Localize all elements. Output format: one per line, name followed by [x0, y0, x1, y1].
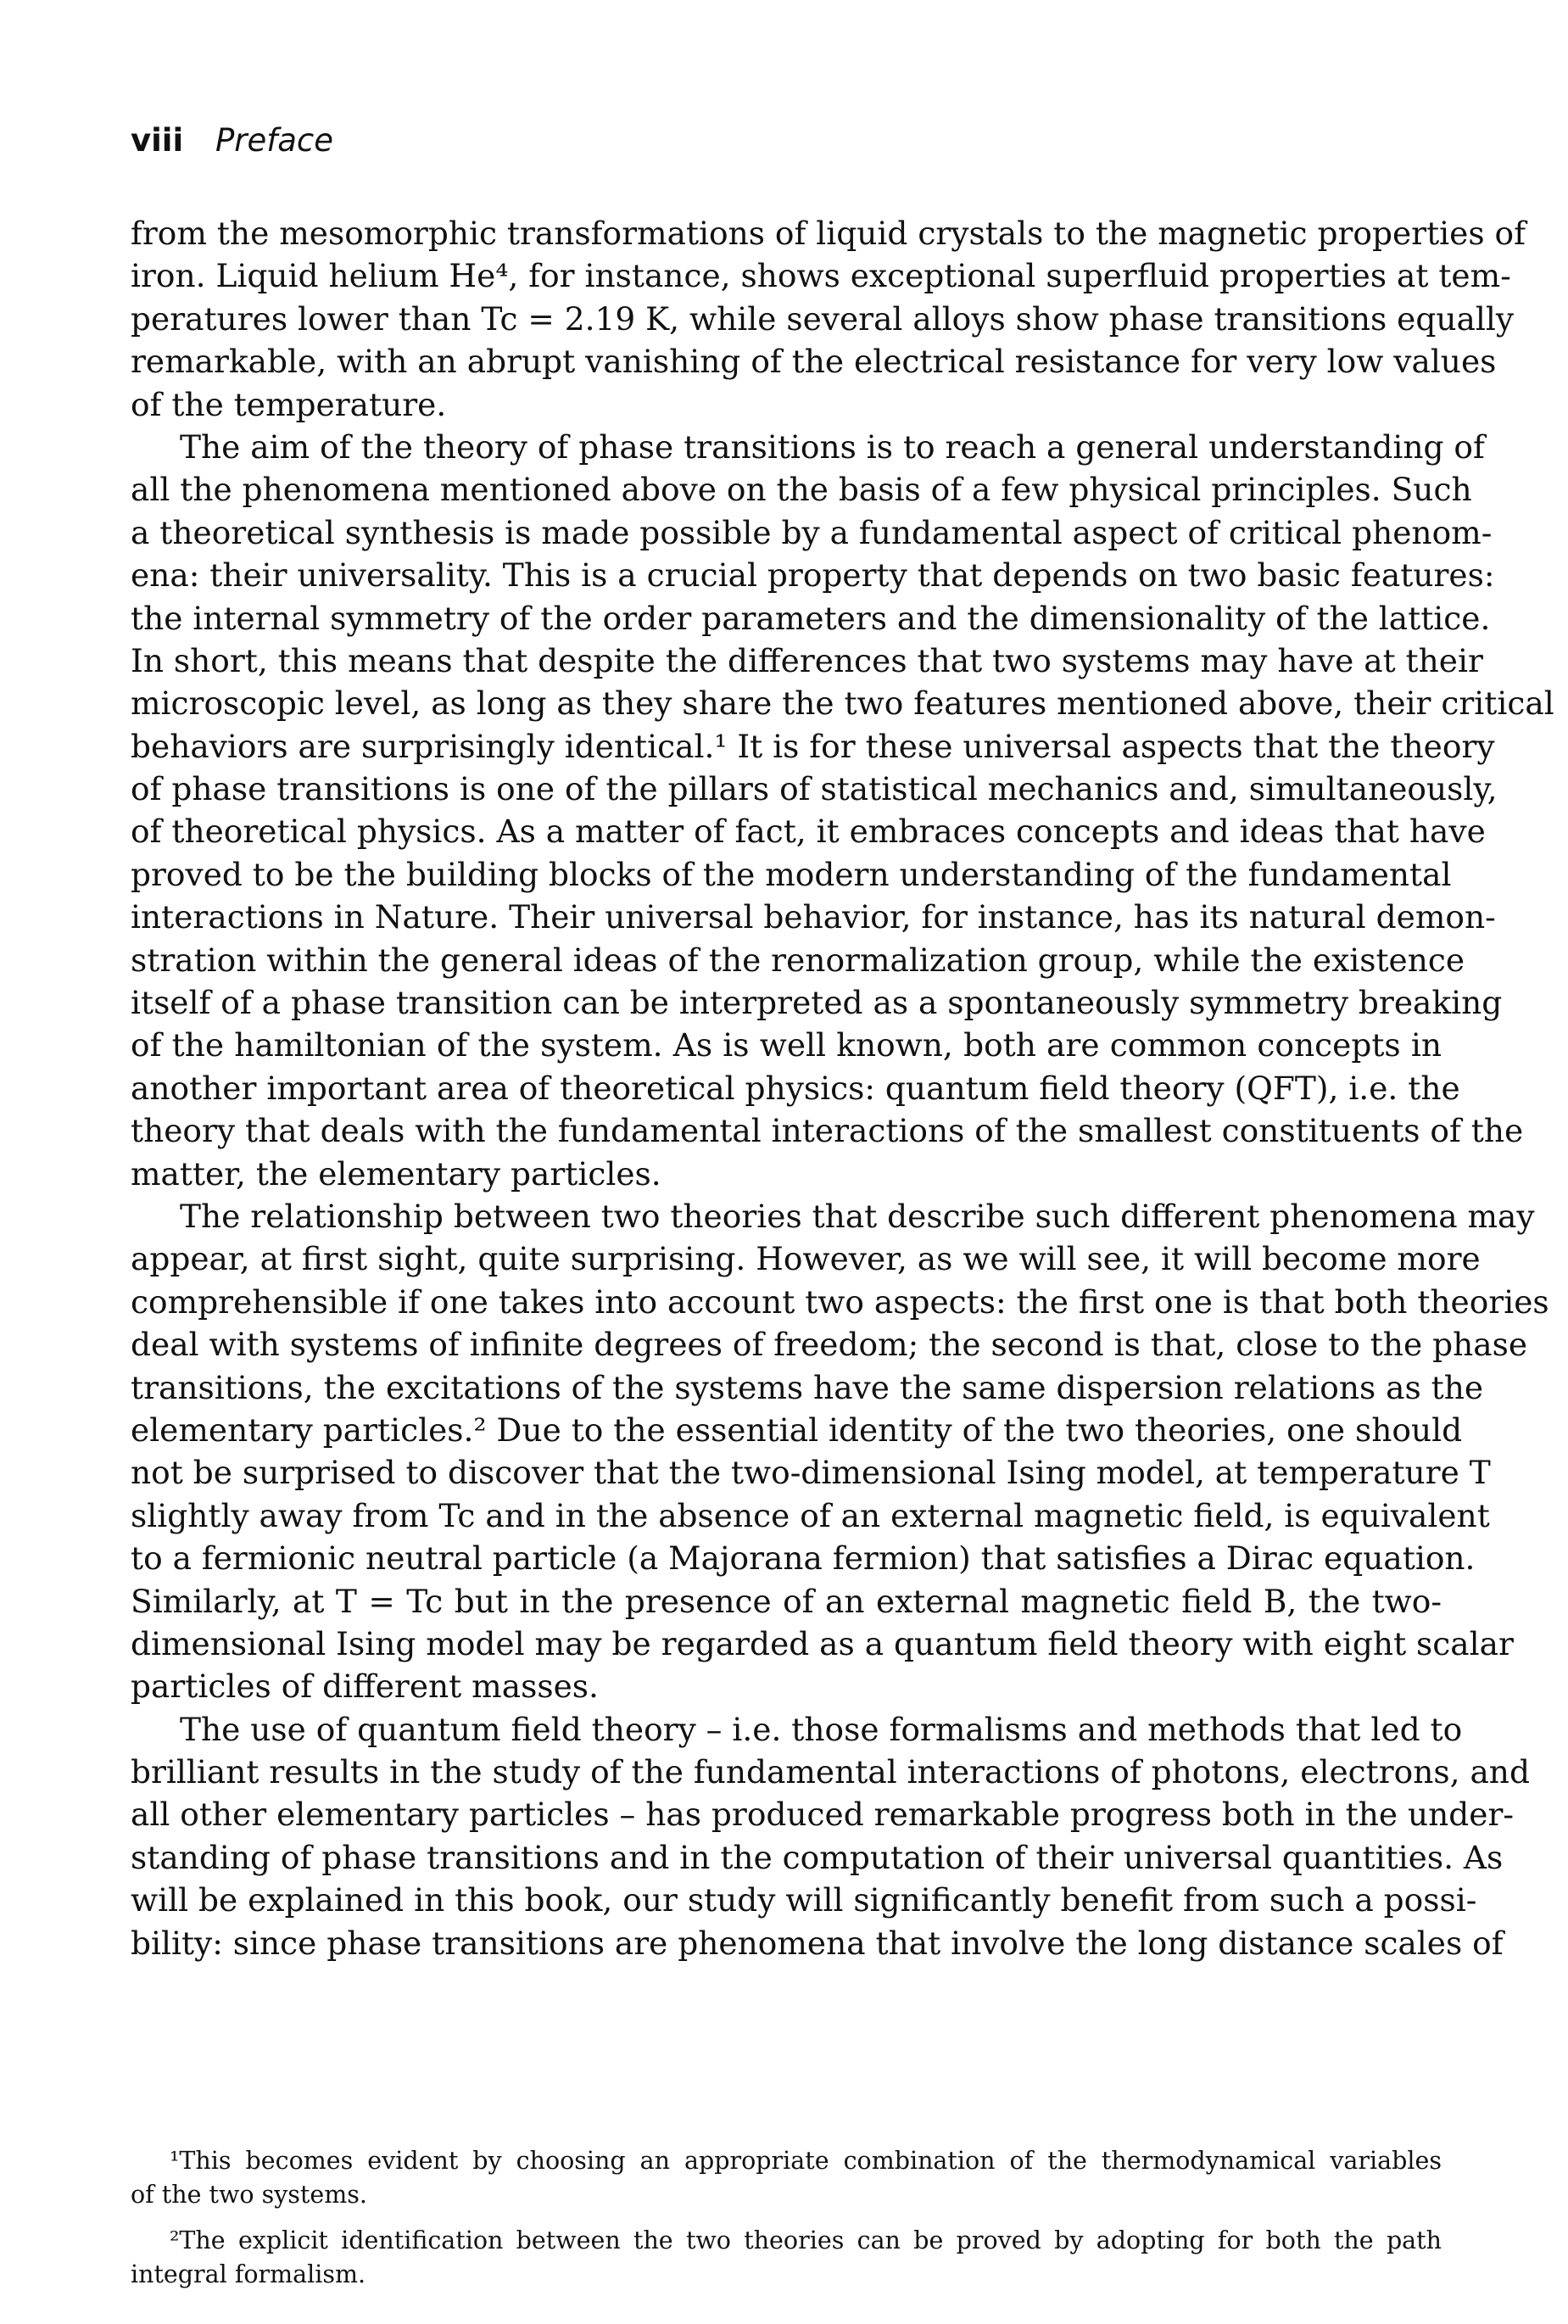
footnote-1 — [131, 2144, 1442, 2212]
body-line: itself of a phase transition can be interpreted as a spontaneously symmetry breaking — [131, 984, 1503, 1022]
body-line: The use of quantum field theory – i.e. those formalisms and methods that led to — [180, 1710, 1463, 1748]
body-line: In short, this means that despite the differences that two systems may have at their — [131, 641, 1483, 679]
body-line: from the mesomorphic transformations of liquid crystals to the magnetic properties of — [131, 215, 1526, 252]
body-line: The aim of the theory of phase transitions is to reach a general understanding of — [180, 427, 1485, 466]
body-line: bility: since phase transitions are phenomena that involve the long distance scales of — [131, 1924, 1504, 1962]
footnote-2 — [131, 2224, 1442, 2292]
footnote-line: of the two systems. — [131, 2181, 367, 2209]
body-line: of the hamiltonian of the system. As is well known, both are common concepts in — [131, 1026, 1442, 1064]
body-line: will be explained in this book, our study will significantly benefit from such a possi- — [131, 1881, 1477, 1919]
body-text — [131, 212, 1554, 1964]
body-line: transitions, the excitations of the systems have the same dispersion relations as the — [131, 1368, 1484, 1406]
body-line: of the temperature. — [131, 385, 447, 423]
footnotes — [131, 2144, 1442, 2292]
body-line: proved to be the building blocks of the modern understanding of the fundamental — [131, 855, 1452, 893]
running-header — [131, 122, 333, 159]
body-line: all the phenomena mentioned above on the basis of a few physical principles. Such — [131, 471, 1472, 509]
body-line: the internal symmetry of the order parameters and the dimensionality of the lattice. — [131, 599, 1491, 637]
body-line: appear, at first sight, quite surprising. However, as we will see, it will become more — [131, 1240, 1481, 1278]
running-title: Preface — [215, 122, 334, 159]
body-line: particles of different masses. — [131, 1668, 599, 1706]
body-line: stration within the general ideas of the renormalization group, while the existence — [131, 941, 1465, 979]
body-line: microscopic level, as long as they share the two features mentioned above, their critical — [131, 684, 1554, 723]
footnote-line: ²The explicit identification between the two theories can be proved by adopting for both the path — [170, 2226, 1442, 2254]
body-line: Similarly, at T = Tc but in the presence of an external magnetic field B, the two- — [131, 1582, 1442, 1620]
body-line: not be surprised to discover that the two-dimensional Ising model, at temperature T — [131, 1454, 1491, 1492]
body-line: The relationship between two theories that describe such different phenomena may — [180, 1197, 1535, 1235]
body-line: remarkable, with an abrupt vanishing of the electrical resistance for very low values — [131, 343, 1497, 381]
body-line: theory that deals with the fundamental interactions of the smallest constituents of the — [131, 1112, 1524, 1150]
body-line: peratures lower than Tc = 2.19 K, while several alloys show phase transitions equally — [131, 299, 1515, 338]
body-line: of phase transitions is one of the pillars of statistical mechanics and, simultaneously, — [131, 770, 1498, 808]
body-line: iron. Liquid helium He⁴, for instance, shows exceptional superfluid properties at tem- — [131, 257, 1511, 295]
footnote-line: integral formalism. — [131, 2260, 366, 2288]
body-line: of theoretical physics. As a matter of fact, it embraces concepts and ideas that have — [131, 813, 1486, 851]
body-line: ena: their universality. This is a crucial property that depends on two basic features: — [131, 556, 1495, 595]
body-line: interactions in Nature. Their universal behavior, for instance, has its natural demon- — [131, 898, 1496, 936]
body-line: a theoretical synthesis is made possible by a fundamental aspect of critical phenom- — [131, 513, 1493, 551]
body-line: another important area of theoretical physics: quantum field theory (QFT), i.e. the — [131, 1069, 1460, 1107]
body-line: standing of phase transitions and in the computation of their universal quantities. As — [131, 1838, 1504, 1876]
page-number: viii — [131, 122, 184, 159]
body-line: brilliant results in the study of the fundamental interactions of photons, electrons, and — [131, 1753, 1530, 1791]
body-line: dimensional Ising model may be regarded as a quantum field theory with eight scalar — [131, 1624, 1514, 1662]
body-line: deal with systems of infinite degrees of freedom; the second is that, close to the phase — [131, 1326, 1528, 1364]
body-line: slightly away from Tc and in the absence of an external magnetic field, is equivalent — [131, 1496, 1490, 1534]
body-line: elementary particles.² Due to the essential identity of the two theories, one should — [131, 1411, 1463, 1449]
body-line: matter, the elementary particles. — [131, 1154, 661, 1193]
body-line: behaviors are surprisingly identical.¹ It is for these universal aspects that the theory — [131, 727, 1495, 765]
body-line: to a fermionic neutral particle (a Majorana fermion) that satisfies a Dirac equation. — [131, 1539, 1476, 1578]
body-line: all other elementary particles – has produced remarkable progress both in the under- — [131, 1796, 1515, 1834]
body-line: comprehensible if one takes into account two aspects: the first one is that both theories — [131, 1282, 1549, 1321]
footnote-line: ¹This becomes evident by choosing an appropriate combination of the thermodynamical variables — [170, 2147, 1442, 2175]
